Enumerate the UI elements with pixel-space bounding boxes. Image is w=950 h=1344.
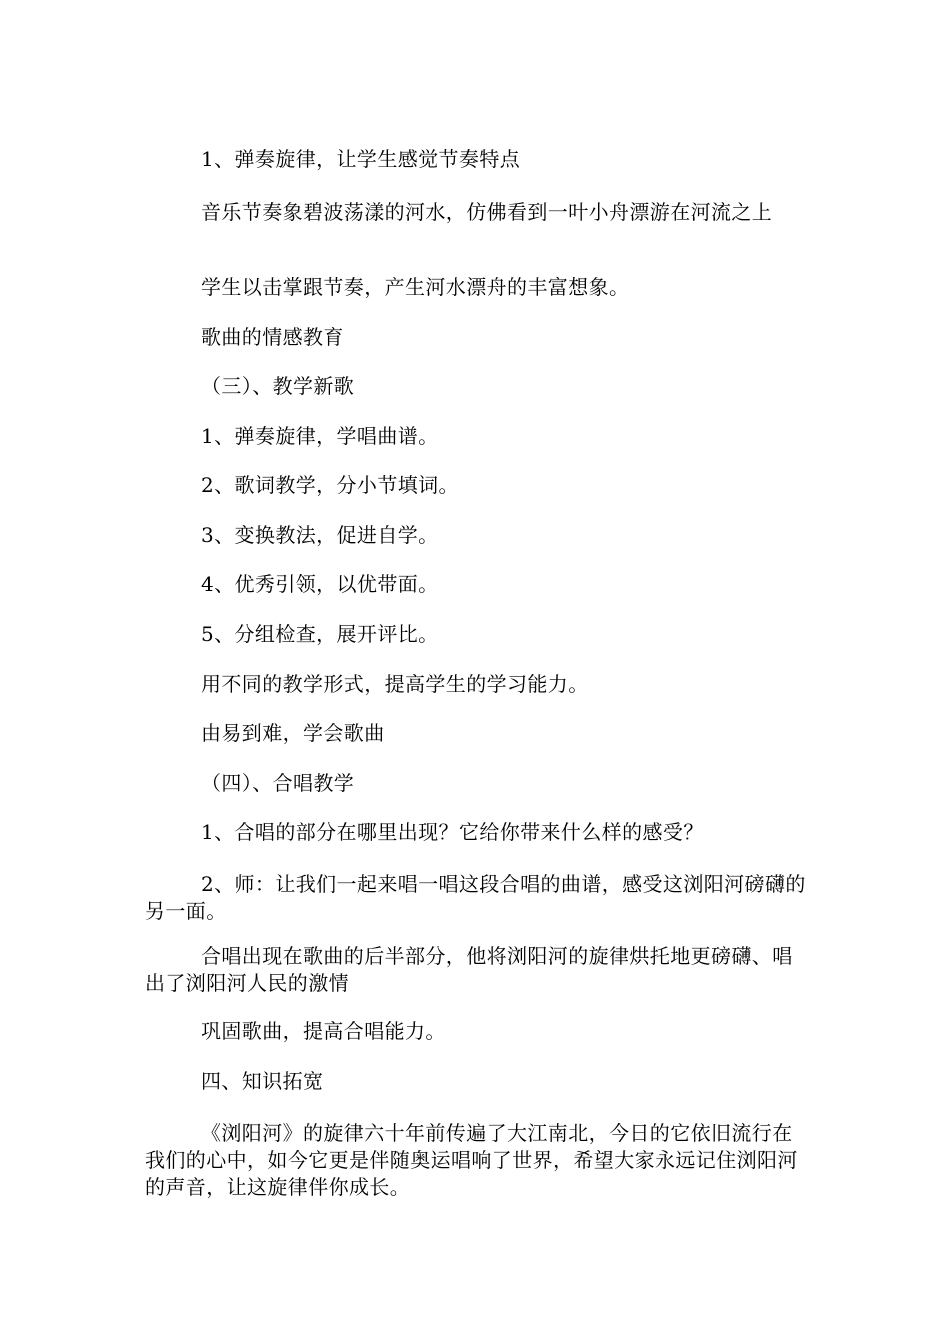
list-item-change-methods: 3、变换教法，促进自学。	[201, 523, 439, 547]
list-item-group-check: 5、分组检查，展开评比。	[201, 622, 439, 646]
paragraph-clapping-rhythm: 学生以击掌跟节奏，产生河水漂舟的丰富想象。	[201, 275, 630, 299]
paragraph-liuyang-river-conclusion: 《浏阳河》的旋律六十年前传遍了大江南北，今日的它依旧流行在我们的心中，如今它更是伴随奥运唱响了世界，希望大家永远记住浏阳河的声音，让这旋律伴你成长。	[145, 1121, 798, 1199]
paragraph-emotional-education: 歌曲的情感教育	[201, 325, 344, 349]
paragraph-step-1-melody-rhythm: 1、弹奏旋律，让学生感觉节奏特点	[201, 147, 521, 171]
list-item-excellent-lead: 4、优秀引领，以优带面。	[201, 572, 439, 596]
section-heading-chorus-teaching: （四）、合唱教学	[201, 771, 355, 795]
paragraph-teaching-forms: 用不同的教学形式，提高学生的学习能力。	[201, 672, 589, 696]
paragraph-chorus-description: 合唱出现在歌曲的后半部分，他将浏阳河的旋律烘托地更磅礴、唱出了浏阳河人民的激情	[145, 944, 793, 995]
paragraph-chorus-question: 1、合唱的部分在哪里出现？它给你带来什么样的感受？	[201, 820, 704, 844]
section-heading-knowledge-expansion: 四、知识拓宽	[201, 1069, 324, 1093]
paragraph-rhythm-description: 音乐节奏象碧波荡漾的河水，仿佛看到一叶小舟漂游在河流之上	[201, 200, 773, 224]
paragraph-consolidate-song: 巩固歌曲，提高合唱能力。	[201, 1019, 446, 1043]
section-heading-teach-new-song: （三）、教学新歌	[201, 374, 355, 398]
paragraph-easy-to-hard: 由易到难，学会歌曲	[201, 721, 385, 745]
list-item-lyrics-teaching: 2、歌词教学，分小节填词。	[201, 473, 459, 497]
paragraph-teacher-instruction: 2、师：让我们一起来唱一唱这段合唱的曲谱，感受这浏阳河磅礴的另一面。	[145, 872, 806, 923]
list-item-learn-score: 1、弹奏旋律，学唱曲谱。	[201, 424, 439, 448]
